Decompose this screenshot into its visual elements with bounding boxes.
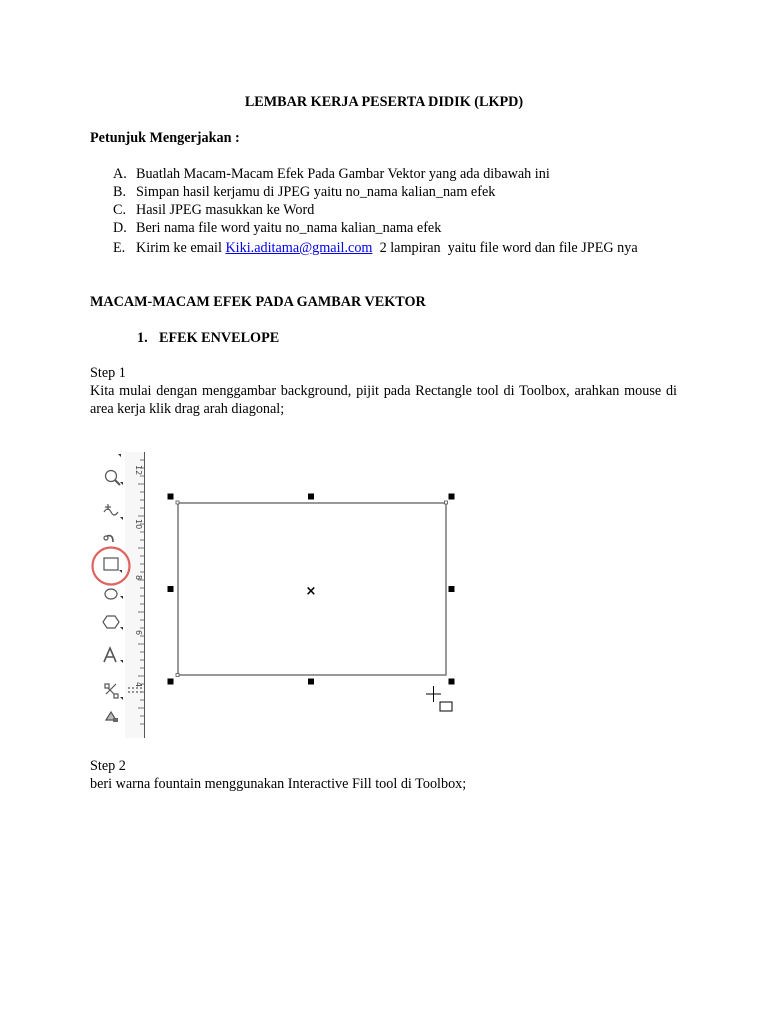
subsection-number: 1. <box>137 330 148 346</box>
interactive-blend-icon[interactable] <box>105 684 123 700</box>
list-text: Buatlah Macam-Macam Efek Pada Gambar Vektor yang ada dibawah ini <box>136 166 550 182</box>
smart-draw-icon[interactable] <box>104 536 113 542</box>
text-tool-icon[interactable] <box>104 648 123 663</box>
list-marker: E. <box>113 240 126 256</box>
step2-text: beri warna fountain menggunakan Interactive Fill tool di Toolbox; <box>90 776 467 792</box>
list-marker: D. <box>113 220 127 236</box>
list-text: 2 lampiran yaitu file word dan file JPEG nya <box>372 240 638 256</box>
freehand-icon[interactable] <box>104 504 123 520</box>
selection-handle[interactable] <box>449 586 455 592</box>
list-text: Simpan hasil kerjamu di JPEG yaitu no_nama kalian_nam efek <box>136 184 496 200</box>
list-text: Hasil JPEG masukkan ke Word <box>136 202 315 218</box>
ruler-tick-label: 12 <box>134 465 143 476</box>
list-marker: A. <box>113 166 127 182</box>
selection-handle[interactable] <box>168 586 174 592</box>
list-text: Kirim ke email <box>136 240 226 256</box>
ruler-tick-label: 10 <box>134 519 143 530</box>
ruler-tick-label: 6 <box>134 630 143 636</box>
interactive-fill-icon[interactable] <box>106 712 118 722</box>
ruler-tick-label: 4 <box>134 682 143 688</box>
ellipse-icon[interactable] <box>105 589 123 599</box>
page-title: LEMBAR KERJA PESERTA DIDIK (LKPD) <box>244 94 524 110</box>
flyout-arrow-icon <box>118 454 121 457</box>
email-link[interactable]: Kiki.aditama@gmail.com <box>225 240 373 256</box>
step1-label: Step 1 <box>90 365 126 381</box>
rectangle-tool-icon[interactable] <box>104 558 122 573</box>
instructions-heading: Petunjuk Mengerjakan : <box>90 130 240 146</box>
list-marker: C. <box>113 202 127 218</box>
selection-handle[interactable] <box>308 679 314 685</box>
selection-handle[interactable] <box>168 679 174 685</box>
list-marker: B. <box>113 184 127 200</box>
step1-text: Kita mulai dengan menggambar background, pijit pada Rectangle tool di Toolbox, arahkan mouse di area kerja klik drag arah diagonal; <box>90 383 677 417</box>
list-text: Beri nama file word yaitu no_nama kalian_nama efek <box>136 220 442 236</box>
rectangle-cursor-icon <box>426 686 452 711</box>
polygon-icon[interactable] <box>103 616 123 630</box>
selection-handle[interactable] <box>449 679 455 685</box>
ruler-tick-label: 8 <box>134 575 143 581</box>
selection-handle[interactable] <box>449 494 455 500</box>
zoom-icon[interactable] <box>106 471 124 486</box>
center-mark: × <box>305 584 317 599</box>
step2-label: Step 2 <box>90 758 126 774</box>
selection-handle[interactable] <box>168 494 174 500</box>
selection-handle[interactable] <box>308 494 314 500</box>
section-heading: MACAM-MACAM EFEK PADA GAMBAR VEKTOR <box>90 294 426 310</box>
subsection-title: EFEK ENVELOPE <box>159 330 280 346</box>
